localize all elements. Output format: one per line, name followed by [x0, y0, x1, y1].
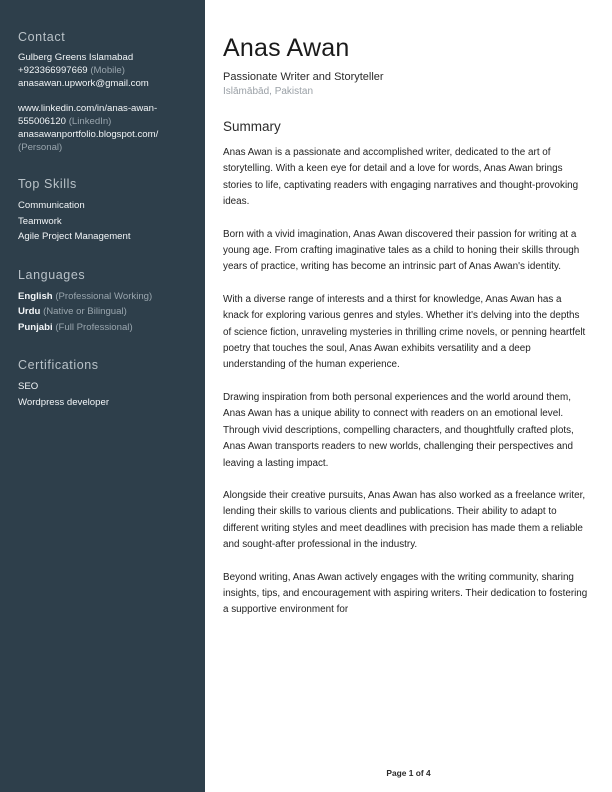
certification-item: SEO	[18, 381, 39, 393]
sidebar	[0, 0, 205, 792]
summary-paragraph: Anas Awan is a passionate and accomplished writer, dedicated to the art of storytelling. With a keen eye for detail and a love for words, Anas Awan brings stories to life, captivating readers with engaging narratives and thought-provoking ideas.	[223, 147, 579, 208]
contact-linkedin-row	[18, 102, 189, 128]
candidate-name: Anas Awan	[223, 34, 350, 62]
skill-item: Teamwork	[18, 215, 62, 227]
contact-phone-row	[18, 64, 189, 77]
candidate-tagline: Passionate Writer and Storyteller	[223, 71, 384, 83]
sidebar-section-languages	[18, 268, 189, 336]
contact-address: Gulberg Greens Islamabad	[18, 52, 134, 63]
summary-paragraph: Drawing inspiration from both personal experiences and the world around them, Anas Awan has a unique ability to connect with readers on an emotional level. Through vivid descriptions, compelling characters, and thoughtfully crafted plots, Anas Awan transports readers to new worlds, challenging their perspectives and leaving a lasting impact.	[223, 391, 574, 469]
main-content	[205, 0, 612, 792]
summary-paragraph: Beyond writing, Anas Awan actively engages with the writing community, sharing insights, tips, and encouragement with aspiring writers. Their dedication to fostering a supportive environment for	[223, 571, 588, 616]
contact-linkedin-url[interactable]: www.linkedin.com/in/anas-awan-555006120	[18, 102, 158, 127]
contact-heading: Contact	[18, 30, 66, 44]
summary-paragraph: Born with a vivid imagination, Anas Awan discovered their passion for writing at a young age. From crafting imaginative tales as a child to honing their skills through years of practice, writing has become an intrinsic part of Anas Awan's identity.	[223, 228, 580, 273]
top-skills-heading: Top Skills	[18, 177, 77, 192]
contact-linkedin-label: (LinkedIn)	[68, 115, 112, 127]
contact-phone-label: (Mobile)	[90, 65, 125, 77]
languages-heading: Languages	[18, 267, 86, 282]
contact-links-group	[18, 102, 189, 155]
language-name: Urdu	[18, 306, 41, 318]
language-level: (Professional Working)	[55, 290, 153, 302]
language-item	[18, 304, 189, 320]
contact-personal-row	[18, 128, 189, 154]
skill-item: Communication	[18, 200, 85, 212]
contact-phone: +923366997669	[18, 65, 88, 77]
language-item	[18, 320, 189, 336]
candidate-location: Islāmābād, Pakistan	[223, 86, 314, 97]
sidebar-section-contact	[18, 30, 189, 154]
contact-personal-url[interactable]: anasawanportfolio.blogspot.com/	[18, 129, 159, 141]
contact-personal-label: (Personal)	[18, 142, 63, 154]
contact-email[interactable]: anasawan.upwork@gmail.com	[18, 78, 149, 90]
certification-item: Wordpress developer	[18, 396, 110, 408]
summary-paragraph: Alongside their creative pursuits, Anas Awan has also worked as a freelance writer, lending their skills to various clients and publications. Their ability to adapt to different writing styles and meet deadlines with precision has made them a reliable and sought-after professional in the industry.	[223, 489, 586, 551]
summary-heading: Summary	[223, 119, 281, 134]
contact-primary-group	[18, 51, 189, 91]
language-level: (Full Professional)	[55, 321, 133, 333]
sidebar-section-top-skills	[18, 177, 189, 245]
certifications-heading: Certifications	[18, 358, 99, 373]
skill-item: Agile Project Management	[18, 231, 131, 243]
summary-paragraph: With a diverse range of interests and a thirst for knowledge, Anas Awan has a knack for exploring various genres and styles. Whether it's delving into the depths of science fiction, unraveling mysteries in thrilling crime novels, or penning heartfelt poetry that touches the soul, Anas Awan exhibits versatility and a deep understanding of the human experience.	[223, 293, 586, 371]
language-name: English	[18, 290, 53, 302]
language-level: (Native or Bilingual)	[43, 306, 127, 318]
page-footer: Page 1 of 4	[386, 768, 431, 778]
language-item	[18, 289, 189, 305]
sidebar-section-certifications	[18, 358, 189, 410]
language-name: Punjabi	[18, 321, 53, 333]
